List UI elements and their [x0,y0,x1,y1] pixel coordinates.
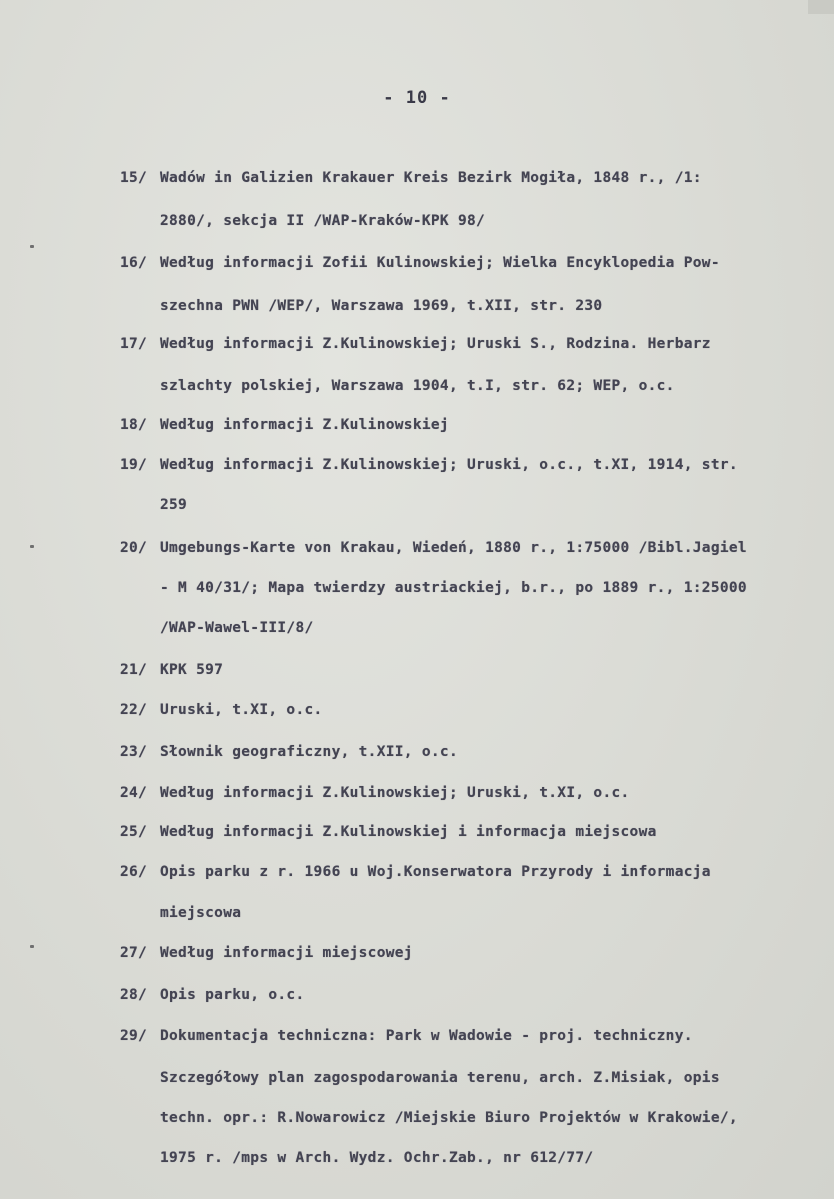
footnote-number: 21/ [120,662,148,678]
footnote-number: 20/ [120,540,148,556]
footnote-text: Opis parku z r. 1966 u Woj.Konserwatora Przyrody i informacja [160,864,711,880]
margin-dot [30,945,34,948]
footnote-text: szechna PWN /WEP/, Warszawa 1969, t.XII, str. 230 [160,298,603,314]
footnote-text: Umgebungs-Karte von Krakau, Wiedeń, 1880 r., 1:75000 /Bibl.Jagiel [160,540,747,556]
footnote-number: 25/ [120,824,148,840]
page-corner [808,0,834,14]
footnote-text: KPK 597 [160,662,224,678]
footnote-number: 19/ [120,457,148,473]
footnote-text: Uruski, t.XI, o.c. [160,702,323,718]
page-number: - 10 - [383,88,451,108]
footnote-text: 259 [160,497,188,513]
footnote-text: /WAP-Wawel-III/8/ [160,620,314,636]
footnote-text: Wadów in Galizien Krakauer Kreis Bezirk Mogiła, 1848 r., /1: [160,170,702,186]
margin-dot [30,245,34,248]
footnote-number: 29/ [120,1028,148,1044]
footnote-text: - M 40/31/; Mapa twierdzy austriackiej, b.r., po 1889 r., 1:25000 [160,580,747,596]
footnote-number: 18/ [120,417,148,433]
footnote-text: Według informacji Z.Kulinowskiej; Uruski S., Rodzina. Herbarz [160,336,711,352]
footnote-text: Szczegółowy plan zagospodarowania terenu, arch. Z.Misiak, opis [160,1070,720,1086]
footnote-text: Według informacji Z.Kulinowskiej [160,417,449,433]
footnote-text: miejscowa [160,905,242,921]
footnote-number: 27/ [120,945,148,961]
footnote-number: 15/ [120,170,148,186]
footnote-number: 16/ [120,255,148,271]
footnote-number: 23/ [120,744,148,760]
margin-dot [30,545,34,548]
footnote-text: 2880/, sekcja II /WAP-Kraków-KPK 98/ [160,213,486,229]
footnote-text: 1975 r. /mps w Arch. Wydz. Ochr.Zab., nr 612/77/ [160,1150,594,1166]
footnote-number: 28/ [120,987,148,1003]
footnote-text: Według informacji Zofii Kulinowskiej; Wielka Encyklopedia Pow- [160,255,720,271]
footnote-number: 22/ [120,702,148,718]
footnote-text: Opis parku, o.c. [160,987,305,1003]
footnote-number: 17/ [120,336,148,352]
footnote-text: Według informacji Z.Kulinowskiej i informacja miejscowa [160,824,657,840]
footnote-text: Słownik geograficzny, t.XII, o.c. [160,744,458,760]
footnote-text: Dokumentacja techniczna: Park w Wadowie - proj. techniczny. [160,1028,693,1044]
footnote-text: Według informacji Z.Kulinowskiej; Uruski, o.c., t.XI, 1914, str. [160,457,738,473]
footnote-text: Według informacji Z.Kulinowskiej; Uruski, t.XI, o.c. [160,785,630,801]
footnote-text: Według informacji miejscowej [160,945,413,961]
footnote-text: szlachty polskiej, Warszawa 1904, t.I, str. 62; WEP, o.c. [160,378,675,394]
footnote-text: techn. opr.: R.Nowarowicz /Miejskie Biuro Projektów w Krakowie/, [160,1110,738,1126]
footnote-number: 24/ [120,785,148,801]
footnote-number: 26/ [120,864,148,880]
